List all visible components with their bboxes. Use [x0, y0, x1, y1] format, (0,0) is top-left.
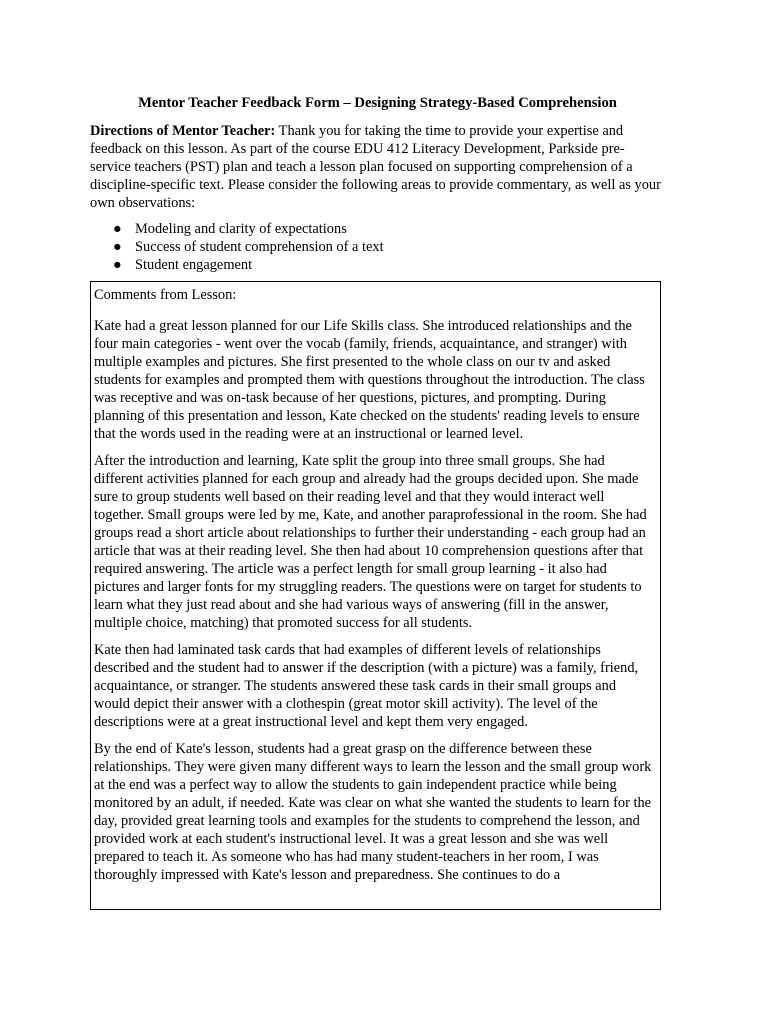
list-item	[90, 256, 665, 274]
focus-areas-list	[90, 220, 665, 274]
comments-heading: Comments from Lesson:	[94, 287, 237, 303]
bullet-icon: ●	[113, 239, 122, 255]
comments-box	[90, 281, 661, 910]
directions-text: Thank you for taking the time to provide your expertise and feedback on this lesson. As part of the course EDU 412 Literacy Development, Parkside pre-service teachers (PST) plan and teach a lesson plan focused on supporting comprehension of a discipline-specific text. Please consider the following areas to provide commentary, as well as your own observations:	[90, 123, 661, 211]
bullet-icon: ●	[113, 221, 122, 237]
list-item-label: Modeling and clarity of expectations	[135, 221, 347, 237]
bullet-icon: ●	[113, 257, 122, 273]
list-item-label: Student engagement	[135, 257, 253, 273]
feedback-form-page	[90, 94, 665, 910]
comment-paragraph: Kate had a great lesson planned for our Life Skills class. She introduced relationships and the four main categories - went over the vocab (family, friends, acquaintance, and stranger) with multiple examples and pictures. She first presented to the whole class on our tv and asked students for examples and prompted them with questions throughout the introduction. The class was receptive and was on-task because of her questions, pictures, and prompting. During planning of this presentation and lesson, Kate checked on the students' reading levels to ensure that the words used in the reading were at an instructional or learned level.	[94, 318, 645, 442]
page-title: Mentor Teacher Feedback Form – Designing Strategy-Based Comprehension	[138, 95, 617, 111]
list-item	[90, 220, 665, 238]
list-item-label: Success of student comprehension of a text	[135, 239, 384, 255]
comment-paragraph: Kate then had laminated task cards that had examples of different levels of relationships described and the student had to answer if the description (with a picture) was a family, friend, acquaintance, or stranger. The students answered these task cards in their small groups and would depict their answer with a clothespin (great motor skill activity). The level of the descriptions were at a great instructional level and kept them very engaged.	[94, 642, 639, 730]
list-item	[90, 238, 665, 256]
comment-paragraph: After the introduction and learning, Kate split the group into three small groups. She had different activities planned for each group and already had the groups decided upon. She made sure to group students well based on their reading level and that they would interact well together. Small groups were led by me, Kate, and another paraprofessional in the room. She had groups read a short article about relationships to further their understanding - each group had an article that was at their reading level. She then had about 10 comprehension questions after that required answering. The article was a perfect length for small group learning - it also had pictures and larger fonts for my struggling readers. The questions were on target for students to learn what they just read about and she had various ways of answering (fill in the answer, multiple choice, matching) that promoted success for all students.	[94, 453, 647, 631]
comment-paragraph: By the end of Kate's lesson, students had a great grasp on the difference between these relationships. They were given many different ways to learn the lesson and the small group work at the end was a perfect way to allow the students to gain independent practice while being monitored by an adult, if needed. Kate was clear on what she wanted the students to learn for the day, provided great learning tools and examples for the students to comprehend the lesson, and provided work at each student's instructional level. It was a great lesson and she was well prepared to teach it. As someone who has had many student-teachers in her room, I was thoroughly impressed with Kate's lesson and preparedness. She continues to do a	[94, 741, 652, 883]
directions-label: Directions of Mentor Teacher:	[90, 123, 276, 139]
directions-paragraph	[90, 122, 665, 212]
